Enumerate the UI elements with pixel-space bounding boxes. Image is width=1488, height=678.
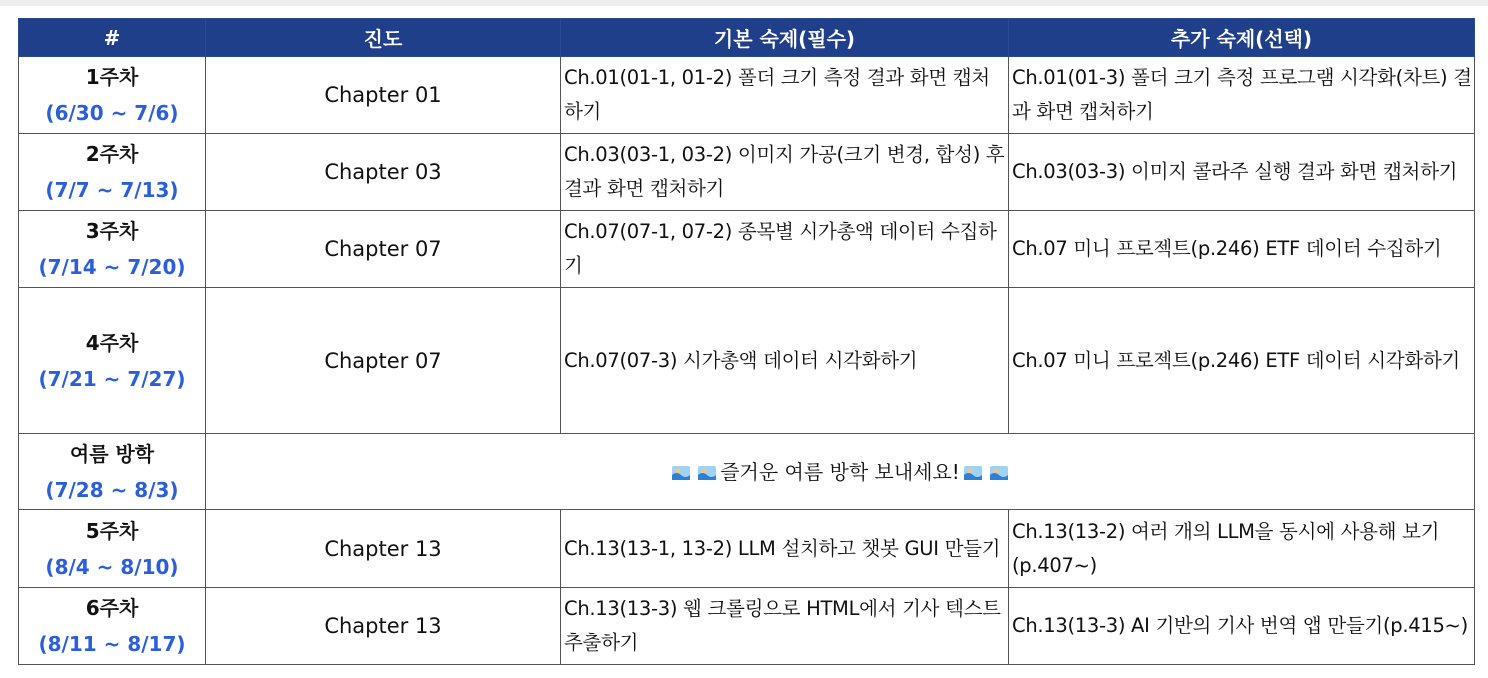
extra-homework-cell: Ch.01(01-3) 폴더 크기 측정 프로그램 시각화(차트) 결과 화면 캡처하기 (1009, 57, 1475, 134)
extra-homework-cell: Ch.07 미니 프로젝트(p.246) ETF 데이터 시각화하기 (1009, 288, 1475, 434)
week-label: 6주차 (85, 596, 139, 620)
table-row (19, 57, 1475, 134)
chapter-cell: Chapter 13 (206, 588, 561, 665)
basic-homework-cell: Ch.13(13-3) 웹 크롤링으로 HTML에서 기사 텍스트 추출하기 (561, 588, 1009, 665)
header-number: # (19, 19, 206, 57)
basic-homework-cell: Ch.13(13-1, 13-2) LLM 설치하고 챗봇 GUI 만들기 (561, 510, 1009, 588)
chapter-cell: Chapter 03 (206, 134, 561, 211)
header-basic-homework: 기본 숙제(필수) (561, 19, 1009, 57)
basic-homework-cell: Ch.01(01-1, 01-2) 폴더 크기 측정 결과 화면 캡처하기 (561, 57, 1009, 134)
week-cell (19, 134, 206, 211)
week-dates: (6/30 ~ 7/6) (45, 101, 179, 125)
week-label: 5주차 (85, 518, 139, 543)
wave-icon (990, 466, 1008, 480)
week-dates: (7/14 ~ 7/20) (38, 255, 186, 279)
week-label: 여름 방학 (69, 441, 155, 466)
vacation-message-cell (206, 434, 1475, 510)
week-dates: (7/28 ~ 8/3) (45, 477, 179, 502)
wave-icon (964, 466, 982, 480)
extra-homework-cell: Ch.13(13-3) AI 기반의 기사 번역 앱 만들기(p.415~) (1009, 588, 1475, 665)
week-cell (19, 588, 206, 665)
week-dates: (7/7 ~ 7/13) (45, 178, 179, 202)
week-dates: (8/4 ~ 8/10) (45, 554, 179, 579)
chapter-cell: Chapter 07 (206, 288, 561, 434)
week-label: 4주차 (85, 330, 139, 355)
table-header-row (19, 19, 1475, 57)
table-row (19, 288, 1475, 434)
wave-icon (672, 466, 690, 480)
study-schedule-table (18, 18, 1475, 665)
extra-homework-cell: Ch.13(13-2) 여러 개의 LLM을 동시에 사용해 보기(p.407~) (1009, 510, 1475, 588)
extra-homework-cell: Ch.07 미니 프로젝트(p.246) ETF 데이터 수집하기 (1009, 211, 1475, 288)
week-label: 1주차 (85, 65, 139, 89)
week-label: 3주차 (85, 219, 139, 243)
basic-homework-cell: Ch.07(07-3) 시가총액 데이터 시각화하기 (561, 288, 1009, 434)
chapter-cell: Chapter 13 (206, 510, 561, 588)
extra-homework-cell: Ch.03(03-3) 이미지 콜라주 실행 결과 화면 캡처하기 (1009, 134, 1475, 211)
table-row (19, 211, 1475, 288)
table-row (19, 588, 1475, 665)
table-row (19, 510, 1475, 588)
week-cell (19, 57, 206, 134)
week-cell (19, 434, 206, 510)
top-divider (0, 0, 1488, 6)
table-row (19, 134, 1475, 211)
chapter-cell: Chapter 01 (206, 57, 561, 134)
wave-icon (698, 466, 716, 480)
week-label: 2주차 (85, 142, 139, 166)
vacation-message: 즐거운 여름 방학 보내세요! (720, 459, 960, 484)
basic-homework-cell: Ch.07(07-1, 07-2) 종목별 시가총액 데이터 수집하기 (561, 211, 1009, 288)
week-cell (19, 510, 206, 588)
header-progress: 진도 (206, 19, 561, 57)
week-dates: (8/11 ~ 8/17) (38, 632, 186, 656)
header-extra-homework: 추가 숙제(선택) (1009, 19, 1475, 57)
week-dates: (7/21 ~ 7/27) (38, 366, 186, 391)
table-row (19, 434, 1475, 510)
week-cell (19, 211, 206, 288)
basic-homework-cell: Ch.03(03-1, 03-2) 이미지 가공(크기 변경, 합성) 후 결과 화면 캡처하기 (561, 134, 1009, 211)
chapter-cell: Chapter 07 (206, 211, 561, 288)
week-cell (19, 288, 206, 434)
